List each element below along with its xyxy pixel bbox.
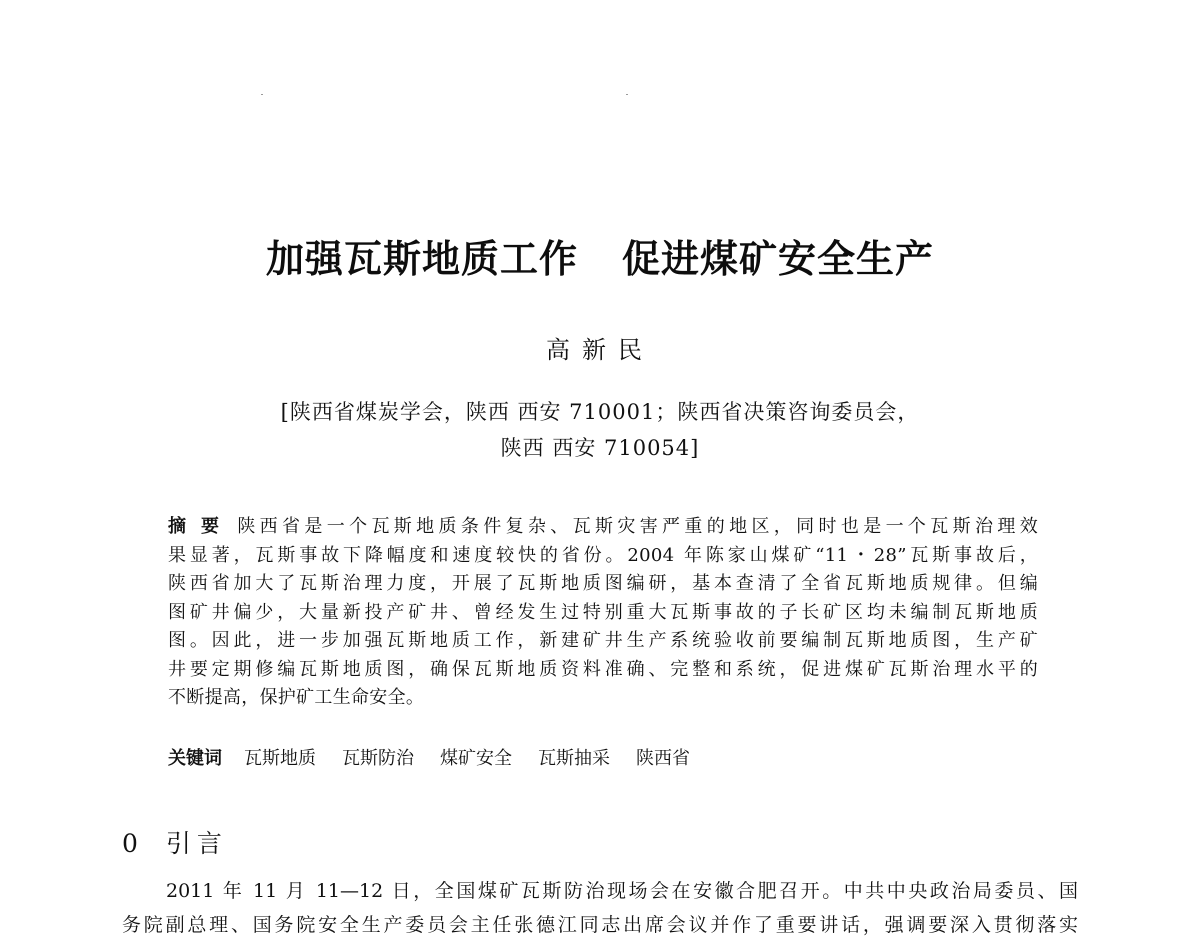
section-title: 引言 [165,829,228,858]
keyword: 瓦斯抽采 [538,748,610,769]
affiliation-line-1: [陕西省煤炭学会，陕西 西安 710001；陕西省决策咨询委员会， [280,400,920,424]
scan-speck [626,94,628,95]
affiliation-line-2: 陕西 西安 710054] [500,436,700,460]
abstract-line [168,513,1038,542]
abstract-line: 果显著，瓦斯事故下降幅度和速度较快的省份。2004 年陈家山煤矿“11・28”瓦斯事故后， [168,544,1038,566]
keyword: 瓦斯地质 [244,748,316,769]
abstract-line: 井要定期修编瓦斯地质图，确保瓦斯地质资料准确、完整和系统，促进煤矿瓦斯治理水平的 [168,658,1038,680]
section-heading [122,824,228,860]
body-paragraph [122,874,1078,942]
abstract-line: 图。因此，进一步加强瓦斯地质工作，新建矿井生产系统验收前要编制瓦斯地质图，生产矿 [168,630,1038,651]
title-part-1: 加强瓦斯地质工作 [265,237,578,281]
section-number: 0 [122,829,138,858]
keyword: 瓦斯防治 [342,748,414,769]
abstract-line: 图矿井偏少，大量新投产矿井、曾经发生过特别重大瓦斯事故的子长矿区均未编制瓦斯地质 [168,601,1038,623]
body-line-2: 务院副总理、国务院安全生产委员会主任张德江同志出席会议并作了重要讲话，强调要深入贯彻落实 [122,914,1078,936]
abstract-line: 不断提高，保护矿工生命安全。 [168,687,425,708]
keywords-label: 关键词 [168,748,222,769]
author-name: 高新民 [546,336,654,364]
keywords-row [168,744,1038,770]
abstract-text: 陕西省是一个瓦斯地质条件复杂、瓦斯灾害严重的地区，同时也是一个瓦斯治理效 [237,516,1038,537]
abstract-label: 摘 要 [168,516,224,537]
scan-speck [261,94,263,95]
abstract-block [168,513,1038,713]
abstract-line: 陕西省加大了瓦斯治理力度，开展了瓦斯地质图编研，基本查清了全省瓦斯地质规律。但编 [168,573,1038,594]
article-title [0,228,1200,283]
keyword: 陕西省 [636,748,690,769]
title-part-2: 促进煤矿安全生产 [622,237,935,281]
keyword: 煤矿安全 [440,748,512,769]
body-line-1: 2011 年 11 月 11—12 日，全国煤矿瓦斯防治现场会在安徽合肥召开。中共中央政治局委员、国 [166,880,1078,902]
